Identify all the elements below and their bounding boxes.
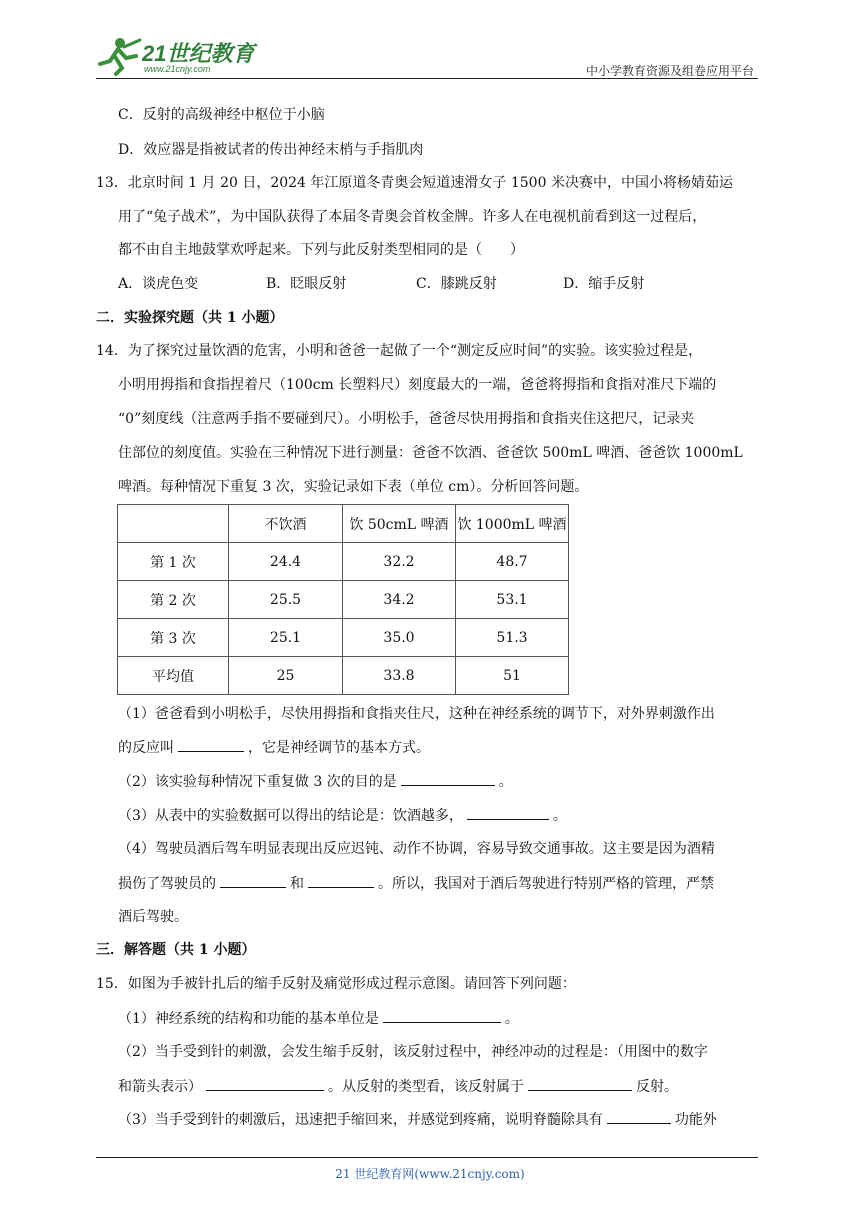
table-cell: 25	[229, 657, 343, 695]
reaction-time-table	[117, 504, 569, 695]
q15-part3	[118, 1109, 717, 1130]
q14-part1-line2	[118, 737, 430, 758]
answer-blank[interactable]	[467, 805, 549, 820]
q13-option-c: C．膝跳反射	[416, 276, 497, 292]
answer-blank[interactable]	[607, 1109, 671, 1124]
answer-blank[interactable]	[206, 1076, 324, 1091]
answer-blank[interactable]	[178, 737, 244, 752]
text-segment: 反射。	[636, 1079, 678, 1095]
header-divider	[96, 78, 758, 79]
table-cell: 25.1	[229, 619, 343, 657]
table-cell: 35.0	[343, 619, 456, 657]
answer-blank[interactable]	[528, 1076, 632, 1091]
q12-option-c: C．反射的高级神经中枢位于小脑	[118, 107, 325, 123]
q14-part1-line1: （1）爸爸看到小明松手，尽快用拇指和食指夹住尺，这种在神经系统的调节下，对外界刺激作出	[118, 706, 715, 722]
q14-stem-line2: 小明用拇指和食指捏着尺（100cm 长塑料尺）刻度最大的一端，爸爸将拇指和食指对准尺下端的	[118, 377, 717, 393]
q13-option-a: A．谈虎色变	[118, 276, 199, 292]
section-heading-answer: 三．解答题（共 1 小题）	[96, 942, 256, 958]
footer-divider	[96, 1157, 758, 1158]
site-logo	[96, 34, 276, 74]
table-header-row	[118, 505, 569, 543]
table-cell: 平均值	[118, 657, 229, 695]
svg-text:21世纪教育: 21世纪教育	[142, 41, 255, 66]
table-header-cell	[118, 505, 229, 543]
table-cell: 51.3	[456, 619, 569, 657]
table-row	[118, 543, 569, 581]
table-cell: 51	[456, 657, 569, 695]
table-cell: 34.2	[343, 581, 456, 619]
text-segment: （1）神经系统的结构和功能的基本单位是	[118, 1011, 379, 1027]
section-heading-experiment: 二．实验探究题（共 1 小题）	[96, 310, 284, 326]
text-segment: 和	[290, 876, 304, 892]
table-row	[118, 657, 569, 695]
table-cell: 53.1	[456, 581, 569, 619]
text-segment: 。	[504, 1011, 519, 1027]
table-cell: 第 3 次	[118, 619, 229, 657]
table-row	[118, 581, 569, 619]
page-header	[96, 34, 758, 78]
answer-blank[interactable]	[383, 1008, 501, 1023]
answer-blank[interactable]	[401, 771, 495, 786]
table-cell: 48.7	[456, 543, 569, 581]
table-cell: 25.5	[229, 581, 343, 619]
text-segment: （2）该实验每种情况下重复做 3 次的目的是	[118, 774, 397, 790]
svg-text:www.21cnjy.com: www.21cnjy.com	[144, 64, 211, 74]
q15-part2-line2	[118, 1076, 678, 1097]
text-segment: 。	[498, 774, 513, 790]
text-segment: 。从反射的类型看，该反射属于	[328, 1079, 524, 1095]
text-segment: 和箭头表示）	[118, 1079, 202, 1095]
q13-option-b: B．眨眼反射	[266, 276, 347, 292]
table-cell: 24.4	[229, 543, 343, 581]
table-cell: 32.2	[343, 543, 456, 581]
q13-stem-line2: 用了“兔子战术”，为中国队获得了本届冬青奥会首枚金牌。许多人在电视机前看到这一过程后，	[118, 209, 707, 225]
table-header-cell: 饮 50cmL 啤酒	[343, 505, 456, 543]
q14-part4-line3: 酒后驾驶。	[118, 909, 188, 925]
q14-part2	[118, 771, 513, 792]
q13-option-d: D．缩手反射	[563, 276, 645, 292]
q14-stem-line4: 住部位的刻度值。实验在三种情况下进行测量：爸爸不饮酒、爸爸饮 500mL 啤酒、爸爸饮 1000mL	[118, 445, 743, 461]
q15-part2-line1: （2）当手受到针的刺激，会发生缩手反射，该反射过程中，神经冲动的过程是：（用图中的数字	[118, 1044, 708, 1060]
q12-option-d: D．效应器是指被试者的传出神经末梢与手指肌肉	[118, 142, 424, 158]
text-segment: 功能外	[674, 1112, 717, 1128]
text-segment: ，它是神经调节的基本方式。	[248, 740, 430, 756]
text-segment: （3）当手受到针的刺激后，迅速把手缩回来，并感觉到疼痛，说明脊髓除具有	[118, 1112, 603, 1128]
q14-part3	[118, 805, 567, 826]
text-segment: 损伤了驾驶员的	[118, 876, 216, 892]
q14-part4-line1: （4）驾驶员酒后驾车明显表现出反应迟钝、动作不协调，容易导致交通事故。这主要是因为酒精	[118, 841, 715, 857]
text-segment: 的反应叫	[118, 740, 174, 756]
table-row	[118, 619, 569, 657]
footer-link[interactable]: 21 世纪教育网(www.21cnjy.com)	[335, 1167, 525, 1181]
q14-stem-line1: 14．为了探究过量饮酒的危害，小明和爸爸一起做了一个“测定反应时间”的实验。该实验过程是，	[96, 343, 703, 359]
table-cell: 第 2 次	[118, 581, 229, 619]
q14-stem-line5: 啤酒。每种情况下重复 3 次，实验记录如下表（单位 cm）。分析回答问题。	[118, 479, 589, 495]
text-segment: 。	[552, 808, 567, 824]
platform-title: 中小学教育资源及组卷应用平台	[585, 64, 754, 78]
q15-stem: 15．如图为手被针扎后的缩手反射及痛觉形成过程示意图。请回答下列问题：	[96, 976, 576, 992]
q15-part1	[118, 1008, 519, 1029]
table-cell: 33.8	[343, 657, 456, 695]
q14-stem-line3: “0”刻度线（注意两手指不要碰到尺）。小明松手，爸爸尽快用拇指和食指夹住这把尺，记录夹	[118, 411, 695, 427]
text-segment: 。所以，我国对于酒后驾驶进行特别严格的管理，严禁	[378, 876, 714, 892]
text-segment: （3）从表中的实验数据可以得出的结论是：饮酒越多，	[118, 808, 463, 824]
answer-blank[interactable]	[220, 873, 286, 888]
table-header-cell: 不饮酒	[229, 505, 343, 543]
table-cell: 第 1 次	[118, 543, 229, 581]
q14-part4-line2	[118, 873, 714, 894]
q13-stem-line1: 13．北京时间 1 月 20 日，2024 年江原道冬青奥会短道速滑女子 1500 米决赛中，中国小将杨婧茹运	[96, 175, 733, 191]
table-header-cell: 饮 1000mL 啤酒	[456, 505, 569, 543]
answer-blank[interactable]	[308, 873, 374, 888]
q13-stem-line3: 都不由自主地鼓掌欢呼起来。下列与此反射类型相同的是（ ）	[118, 242, 524, 258]
